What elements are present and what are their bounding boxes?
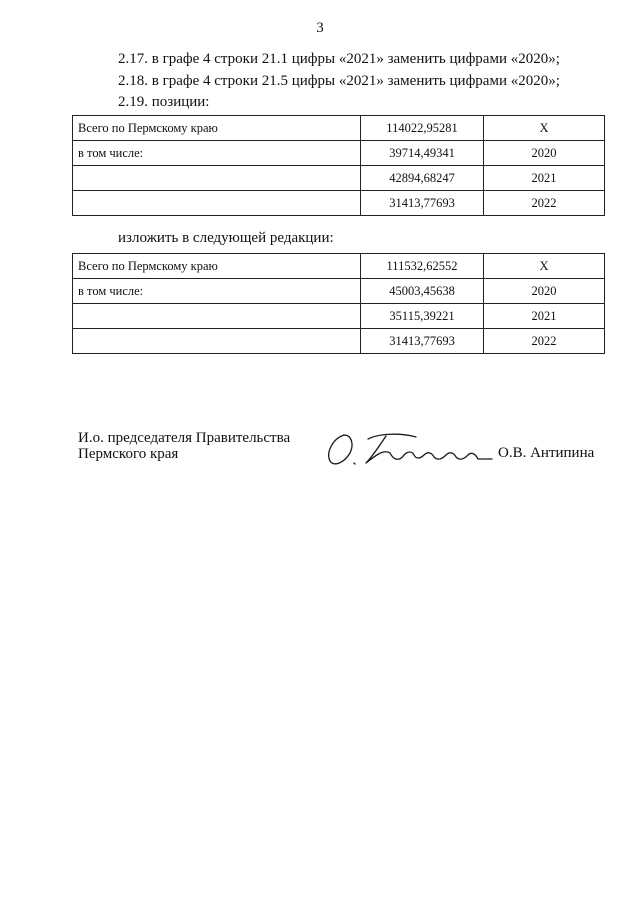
table-cell: 2020 bbox=[484, 141, 605, 166]
paragraph-new-edition: изложить в следующей редакции: bbox=[118, 230, 334, 246]
table-cell bbox=[73, 329, 361, 354]
handwritten-signature bbox=[324, 427, 496, 471]
signer-position-line: И.о. председателя Правительства bbox=[78, 430, 291, 446]
paragraph-2-18: 2.18. в графе 4 строки 21.5 цифры «2021» заменить цифрами «2020»; bbox=[118, 73, 560, 89]
table-row bbox=[73, 329, 605, 354]
signer-position-line: Пермского края bbox=[78, 446, 179, 462]
page-number: 3 bbox=[316, 20, 324, 36]
table-cell: 111532,62552 bbox=[361, 254, 484, 279]
table-row bbox=[73, 254, 605, 279]
signer-position bbox=[78, 430, 290, 462]
table-row bbox=[73, 191, 605, 216]
table-cell: в том числе: bbox=[73, 141, 361, 166]
table-cell: 2021 bbox=[484, 166, 605, 191]
table-cell: Всего по Пермскому краю bbox=[73, 116, 361, 141]
table-row bbox=[73, 166, 605, 191]
table-cell bbox=[73, 166, 361, 191]
table-cell: 39714,49341 bbox=[361, 141, 484, 166]
table-cell: 2020 bbox=[484, 279, 605, 304]
paragraph-2-17: 2.17. в графе 4 строки 21.1 цифры «2021» заменить цифрами «2020»; bbox=[118, 51, 560, 67]
signer-name: О.В. Антипина bbox=[498, 445, 595, 461]
table-cell: X bbox=[484, 116, 605, 141]
table-cell: 31413,77693 bbox=[361, 329, 484, 354]
table-cell: 45003,45638 bbox=[361, 279, 484, 304]
table-cell: 35115,39221 bbox=[361, 304, 484, 329]
table-cell: 2022 bbox=[484, 329, 605, 354]
table-cell bbox=[73, 191, 361, 216]
table-positions-old bbox=[72, 115, 605, 216]
table-cell: 2021 bbox=[484, 304, 605, 329]
table-cell: 114022,95281 bbox=[361, 116, 484, 141]
table-cell: 2022 bbox=[484, 191, 605, 216]
table-cell: 31413,77693 bbox=[361, 191, 484, 216]
table-cell: X bbox=[484, 254, 605, 279]
table-cell: 42894,68247 bbox=[361, 166, 484, 191]
table-cell: Всего по Пермскому краю bbox=[73, 254, 361, 279]
paragraph-2-19: 2.19. позиции: bbox=[118, 94, 210, 110]
table-row bbox=[73, 141, 605, 166]
table-positions-new bbox=[72, 253, 605, 354]
table-cell: в том числе: bbox=[73, 279, 361, 304]
table-row bbox=[73, 279, 605, 304]
table-cell bbox=[73, 304, 361, 329]
table-row bbox=[73, 116, 605, 141]
table-row bbox=[73, 304, 605, 329]
